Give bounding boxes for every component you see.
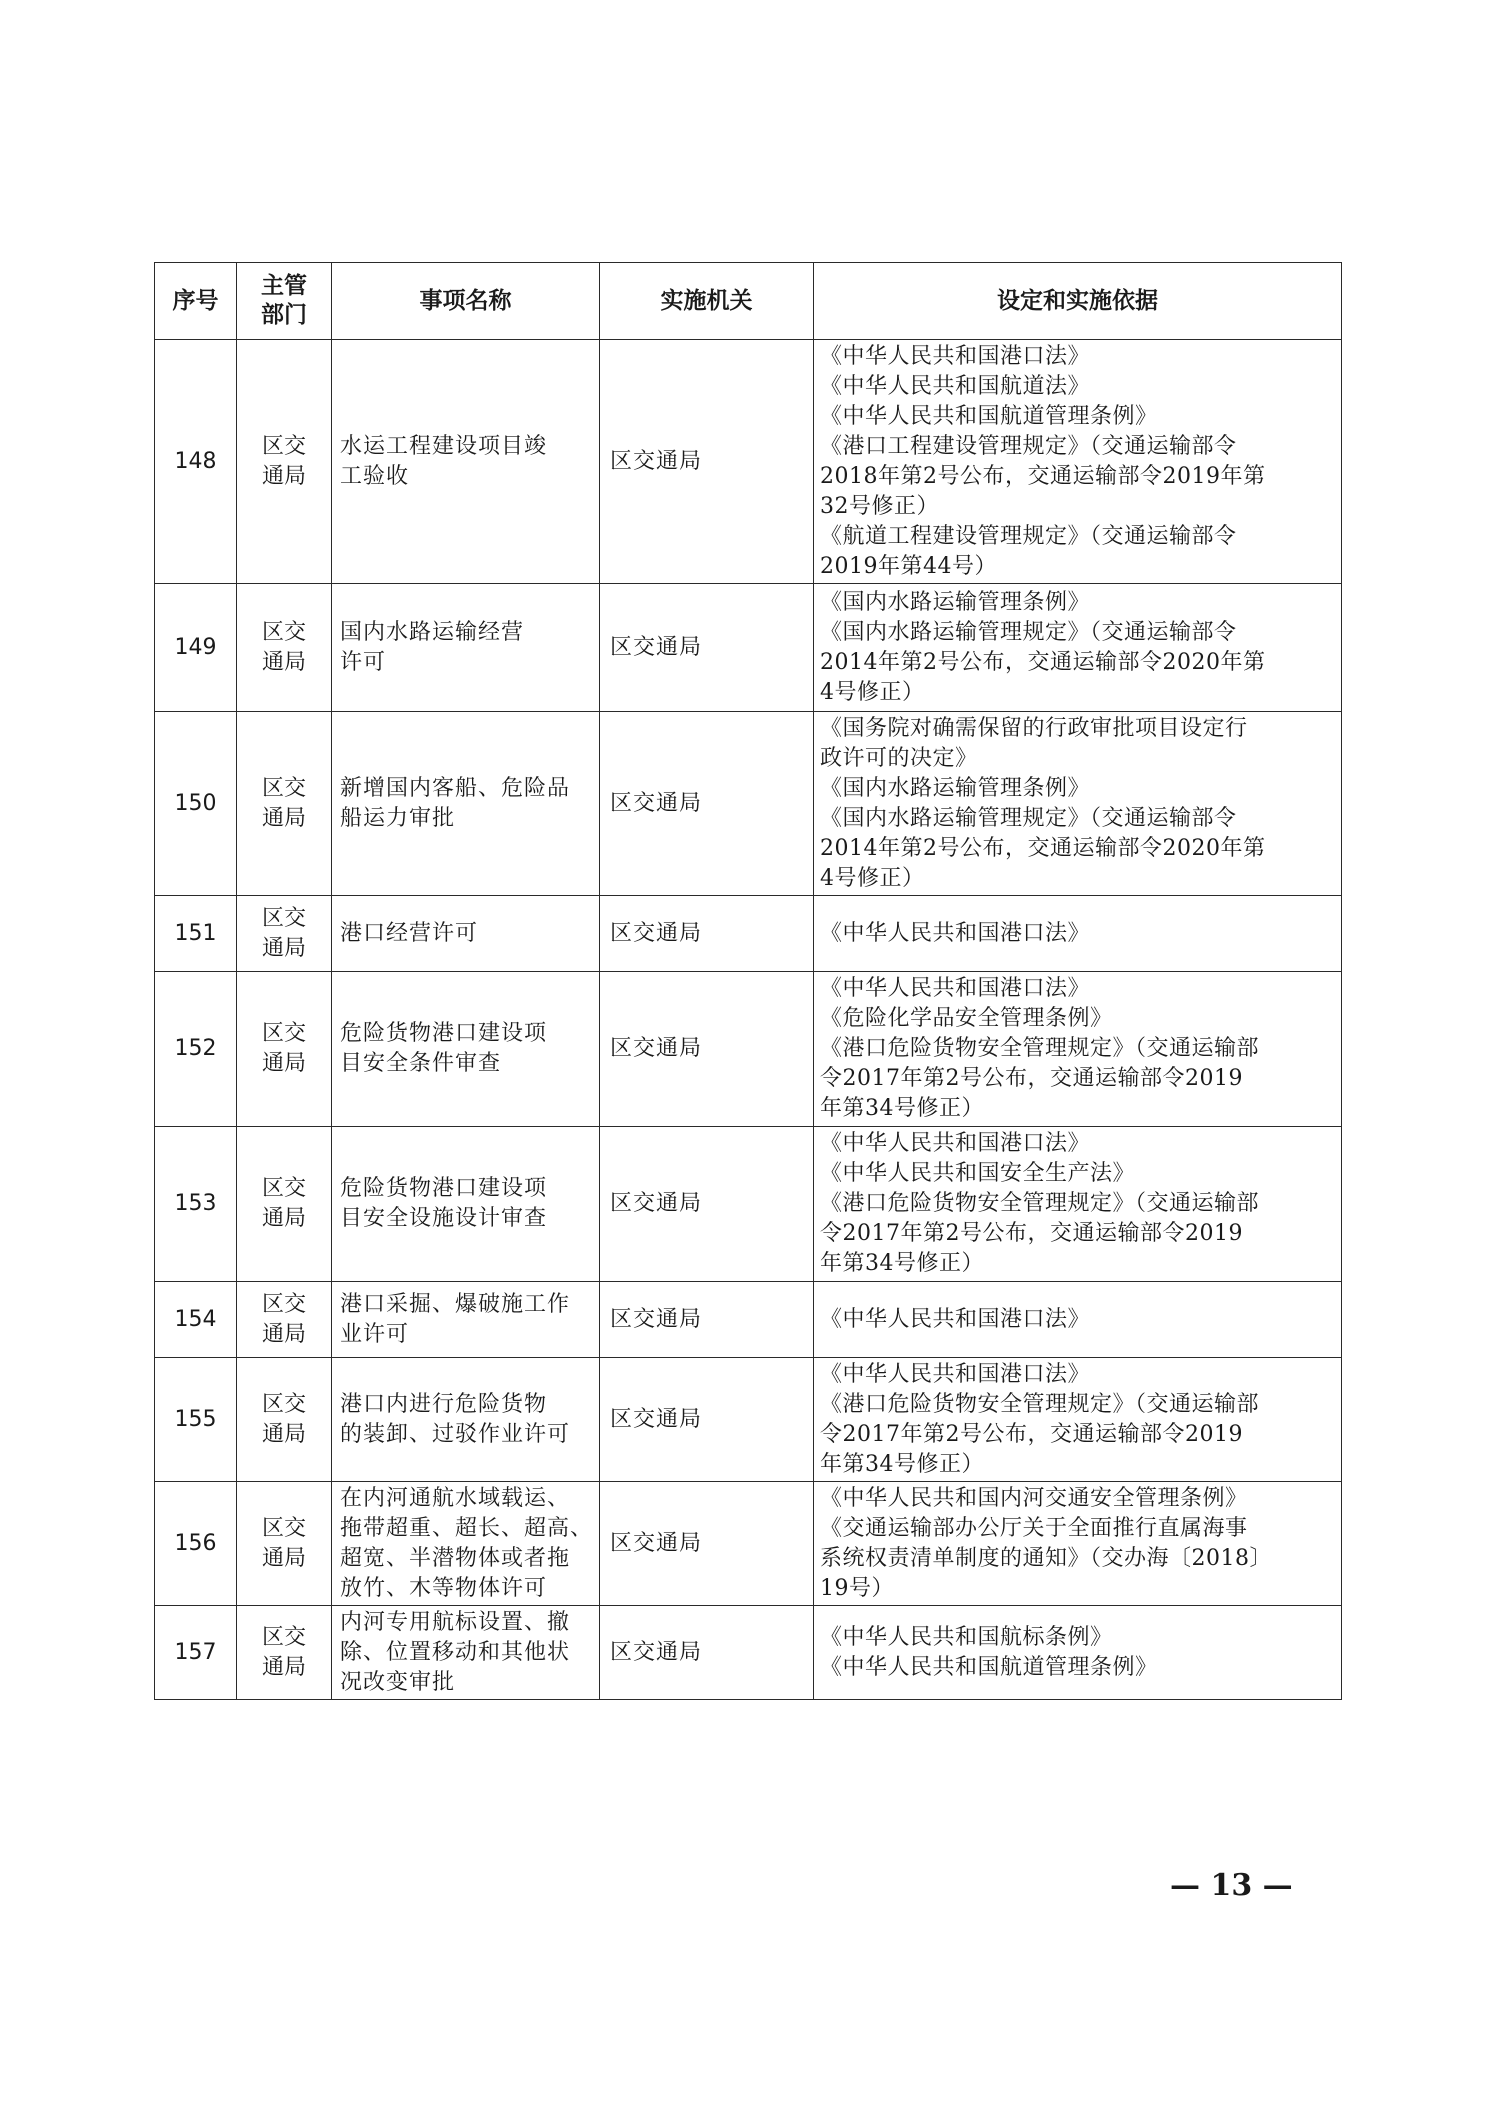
table-row bbox=[155, 584, 1342, 712]
row-basis bbox=[814, 1482, 1342, 1606]
basis-line: 《交通运输部办公厅关于全面推行直属海事 bbox=[820, 1515, 1248, 1541]
row-dept-line: 通局 bbox=[261, 1321, 306, 1347]
row-dept-line: 通局 bbox=[261, 1206, 306, 1231]
basis-line: 《危险化学品安全管理条例》 bbox=[820, 1006, 1113, 1031]
basis-line: 令2017年第2号公布，交通运输部令2019 bbox=[820, 1066, 1243, 1091]
row-agency: 区交通局 bbox=[600, 896, 814, 972]
row-dept-line: 区交 bbox=[261, 1624, 306, 1650]
row-dept-line: 通局 bbox=[261, 1654, 306, 1680]
row-agency: 区交通局 bbox=[600, 1358, 814, 1482]
row-dept-line: 通局 bbox=[261, 1421, 306, 1447]
row-agency: 区交通局 bbox=[600, 1482, 814, 1606]
row-agency: 区交通局 bbox=[600, 1127, 814, 1282]
row-agency: 区交通局 bbox=[600, 1282, 814, 1358]
row-basis bbox=[814, 1282, 1342, 1358]
row-item-name bbox=[332, 896, 600, 972]
item-name-line: 港口采掘、爆破施工作 bbox=[340, 1291, 571, 1317]
basis-line: 政许可的决定》 bbox=[820, 745, 978, 771]
table-header-row bbox=[155, 263, 1342, 340]
header-dept-line: 部门 bbox=[261, 302, 307, 328]
item-name-line: 放竹、木等物体许可 bbox=[340, 1575, 548, 1601]
table-row bbox=[155, 1127, 1342, 1282]
row-dept bbox=[237, 584, 332, 712]
item-name-line: 内河专用航标设置、撤 bbox=[340, 1609, 571, 1635]
basis-line: 2018年第2号公布，交通运输部令2019年第 bbox=[820, 463, 1266, 489]
row-dept bbox=[237, 1606, 332, 1700]
table-row bbox=[155, 1482, 1342, 1606]
table-row bbox=[155, 1606, 1342, 1700]
basis-line: 《港口危险货物安全管理规定》（交通运输部 bbox=[820, 1036, 1260, 1061]
table-row bbox=[155, 896, 1342, 972]
basis-line: 《国内水路运输管理规定》（交通运输部令 bbox=[820, 805, 1237, 831]
row-dept-line: 区交 bbox=[261, 775, 306, 801]
row-item-name bbox=[332, 1358, 600, 1482]
basis-line: 《国内水路运输管理条例》 bbox=[820, 589, 1091, 615]
basis-line: 系统权责清单制度的通知》（交办海〔2018〕 bbox=[820, 1545, 1272, 1571]
table-body bbox=[155, 340, 1342, 1700]
basis-line: 《港口危险货物安全管理规定》（交通运输部 bbox=[820, 1391, 1260, 1417]
row-item-name bbox=[332, 1127, 600, 1282]
item-name-line: 水运工程建设项目竣 bbox=[340, 433, 548, 459]
basis-line: 2019年第44号） bbox=[820, 553, 997, 579]
row-item-name bbox=[332, 1482, 600, 1606]
item-name-line: 国内水路运输经营 bbox=[340, 619, 525, 645]
row-basis bbox=[814, 1606, 1342, 1700]
basis-line: 《中华人民共和国港口法》 bbox=[820, 920, 1091, 946]
header-dept bbox=[237, 263, 332, 340]
basis-line: 年第34号修正） bbox=[820, 1451, 984, 1477]
item-name-line: 工验收 bbox=[340, 463, 410, 489]
item-name-line: 业许可 bbox=[340, 1321, 410, 1347]
row-basis bbox=[814, 1358, 1342, 1482]
item-name-line: 船运力审批 bbox=[340, 805, 456, 831]
table-row bbox=[155, 1358, 1342, 1482]
item-name-line: 况改变审批 bbox=[340, 1669, 456, 1695]
item-name-line: 超宽、半潜物体或者拖 bbox=[340, 1545, 571, 1571]
row-dept bbox=[237, 972, 332, 1127]
row-number: 156 bbox=[155, 1482, 237, 1606]
row-agency: 区交通局 bbox=[600, 584, 814, 712]
row-dept bbox=[237, 1282, 332, 1358]
item-name-line: 除、位置移动和其他状 bbox=[340, 1639, 571, 1665]
basis-line: 《中华人民共和国港口法》 bbox=[820, 1131, 1091, 1156]
basis-line: 《中华人民共和国航道法》 bbox=[820, 373, 1091, 399]
row-dept bbox=[237, 340, 332, 584]
row-dept-line: 区交 bbox=[261, 905, 306, 931]
basis-line: 2014年第2号公布，交通运输部令2020年第 bbox=[820, 649, 1266, 675]
basis-line: 《中华人民共和国港口法》 bbox=[820, 343, 1091, 369]
basis-line: 《中华人民共和国港口法》 bbox=[820, 1361, 1091, 1387]
row-item-name bbox=[332, 712, 600, 896]
row-number: 154 bbox=[155, 1282, 237, 1358]
item-name-line: 新增国内客船、危险品 bbox=[340, 775, 571, 801]
row-number: 155 bbox=[155, 1358, 237, 1482]
row-dept bbox=[237, 1358, 332, 1482]
header-no: 序号 bbox=[155, 263, 237, 340]
row-dept-line: 通局 bbox=[261, 649, 306, 675]
item-name-line: 港口内进行危险货物 bbox=[340, 1391, 548, 1417]
row-dept-line: 区交 bbox=[261, 619, 306, 645]
row-item-name bbox=[332, 972, 600, 1127]
basis-line: 4号修正） bbox=[820, 679, 925, 705]
header-agency: 实施机关 bbox=[600, 263, 814, 340]
basis-line: 年第34号修正） bbox=[820, 1251, 984, 1276]
row-dept-line: 通局 bbox=[261, 1051, 306, 1076]
row-basis bbox=[814, 896, 1342, 972]
row-basis bbox=[814, 972, 1342, 1127]
row-item-name bbox=[332, 1606, 600, 1700]
item-name-line: 许可 bbox=[340, 649, 387, 675]
basis-line: 令2017年第2号公布，交通运输部令2019 bbox=[820, 1421, 1243, 1447]
basis-line: 《中华人民共和国航标条例》 bbox=[820, 1624, 1113, 1650]
row-agency: 区交通局 bbox=[600, 340, 814, 584]
row-dept-line: 通局 bbox=[261, 805, 306, 831]
row-dept-line: 区交 bbox=[261, 433, 306, 459]
row-number: 153 bbox=[155, 1127, 237, 1282]
basis-line: 令2017年第2号公布，交通运输部令2019 bbox=[820, 1221, 1243, 1246]
row-number: 152 bbox=[155, 972, 237, 1127]
item-name-line: 目安全设施设计审查 bbox=[340, 1206, 548, 1231]
row-dept-line: 区交 bbox=[261, 1515, 306, 1541]
row-dept-line: 区交 bbox=[261, 1176, 306, 1201]
row-number: 148 bbox=[155, 340, 237, 584]
table-row bbox=[155, 712, 1342, 896]
items-table bbox=[154, 262, 1342, 1700]
basis-line: 《航道工程建设管理规定》（交通运输部令 bbox=[820, 523, 1237, 549]
row-dept-line: 通局 bbox=[261, 935, 306, 961]
table-row bbox=[155, 972, 1342, 1127]
row-dept bbox=[237, 1127, 332, 1282]
basis-line: 《中华人民共和国安全生产法》 bbox=[820, 1161, 1136, 1186]
row-number: 150 bbox=[155, 712, 237, 896]
header-item-name: 事项名称 bbox=[332, 263, 600, 340]
row-number: 157 bbox=[155, 1606, 237, 1700]
row-number: 151 bbox=[155, 896, 237, 972]
header-dept-line: 主管 bbox=[261, 273, 307, 299]
basis-line: 《国内水路运输管理条例》 bbox=[820, 775, 1091, 801]
item-name-line: 港口经营许可 bbox=[340, 920, 479, 946]
table-row bbox=[155, 1282, 1342, 1358]
header-basis: 设定和实施依据 bbox=[814, 263, 1342, 340]
basis-line: 年第34号修正） bbox=[820, 1096, 984, 1121]
row-dept bbox=[237, 712, 332, 896]
row-agency: 区交通局 bbox=[600, 712, 814, 896]
basis-line: 2014年第2号公布，交通运输部令2020年第 bbox=[820, 835, 1266, 861]
basis-line: 《中华人民共和国航道管理条例》 bbox=[820, 1654, 1158, 1680]
basis-line: 4号修正） bbox=[820, 865, 925, 891]
row-dept-line: 通局 bbox=[261, 1545, 306, 1571]
row-item-name bbox=[332, 1282, 600, 1358]
row-basis bbox=[814, 712, 1342, 896]
item-name-line: 的装卸、过驳作业许可 bbox=[340, 1421, 571, 1447]
row-dept-line: 区交 bbox=[261, 1021, 306, 1046]
item-name-line: 危险货物港口建设项 bbox=[340, 1021, 548, 1046]
basis-line: 《国内水路运输管理规定》（交通运输部令 bbox=[820, 619, 1237, 645]
basis-line: 32号修正） bbox=[820, 493, 939, 519]
row-basis bbox=[814, 1127, 1342, 1282]
row-dept-line: 区交 bbox=[261, 1291, 306, 1317]
basis-line: 《港口危险货物安全管理规定》（交通运输部 bbox=[820, 1191, 1260, 1216]
basis-line: 《中华人民共和国航道管理条例》 bbox=[820, 403, 1158, 429]
row-item-name bbox=[332, 584, 600, 712]
basis-line: 《国务院对确需保留的行政审批项目设定行 bbox=[820, 715, 1248, 741]
basis-line: 《中华人民共和国港口法》 bbox=[820, 976, 1091, 1001]
row-dept bbox=[237, 1482, 332, 1606]
row-dept-line: 区交 bbox=[261, 1391, 306, 1417]
row-agency: 区交通局 bbox=[600, 1606, 814, 1700]
basis-line: 《中华人民共和国内河交通安全管理条例》 bbox=[820, 1485, 1248, 1511]
row-item-name bbox=[332, 340, 600, 584]
basis-line: 《港口工程建设管理规定》（交通运输部令 bbox=[820, 433, 1237, 459]
row-dept bbox=[237, 896, 332, 972]
row-agency: 区交通局 bbox=[600, 972, 814, 1127]
row-number: 149 bbox=[155, 584, 237, 712]
row-basis bbox=[814, 584, 1342, 712]
page-number: — 13 — bbox=[1170, 1868, 1293, 1903]
basis-line: 19号） bbox=[820, 1575, 894, 1601]
item-name-line: 拖带超重、超长、超高、 bbox=[340, 1515, 594, 1541]
basis-line: 《中华人民共和国港口法》 bbox=[820, 1306, 1091, 1332]
table-row bbox=[155, 340, 1342, 584]
row-dept-line: 通局 bbox=[261, 463, 306, 489]
item-name-line: 在内河通航水域载运、 bbox=[340, 1485, 571, 1511]
row-basis bbox=[814, 340, 1342, 584]
item-name-line: 危险货物港口建设项 bbox=[340, 1176, 548, 1201]
item-name-line: 目安全条件审查 bbox=[340, 1051, 502, 1076]
